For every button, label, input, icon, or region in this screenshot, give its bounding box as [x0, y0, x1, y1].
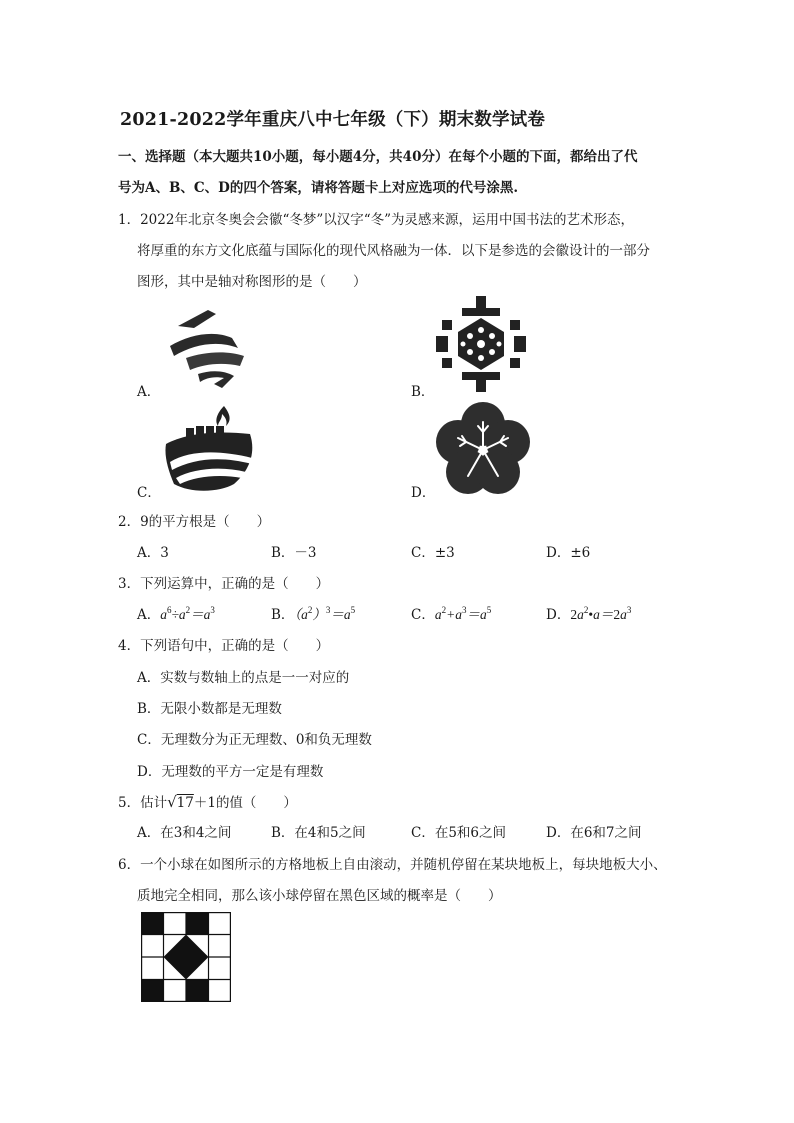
q5-option-d: D．在6和7之间: [546, 825, 642, 841]
q5-stem: 5．估计√17＋1的值（ ）: [118, 793, 297, 811]
q6-stem-line1: 6．一个小球在如图所示的方格地板上自由滚动，并随机停留在某块地板上，每块地板大小、: [118, 857, 667, 873]
section-header-line2: 号为A、B、C、D的四个答案，请将答题卡上对应选项的代号涂黑.: [118, 180, 519, 196]
q3-option-d: D．$2a^2•a=2a^3$: [546, 605, 632, 623]
q5-option-b: B．在4和5之间: [271, 825, 366, 841]
q5-option-a: A．在3和4之间: [137, 825, 232, 841]
q1-option-d-plum-blossom-icon: [436, 402, 530, 496]
q5-option-c: C．在5和6之间: [411, 825, 507, 841]
q4-option-a: A．实数与数轴上的点是一一对应的: [137, 670, 350, 686]
q1-option-a-label: A．: [137, 384, 161, 400]
q5-radicand: 17: [176, 795, 194, 811]
q1-stem-line2: 将厚重的东方文化底蕴与国际化的现代风格融为一体．以下是参选的会徽设计的一部分: [137, 243, 650, 259]
q1-stem-line1: 1．2022年北京冬奥会会徽“冬梦”以汉字“冬”为灵感来源，运用中国书法的艺术形态，: [118, 212, 635, 228]
q1-option-d-label: D．: [411, 485, 436, 501]
q3-option-b: B．$(a^2)^3=a^5$: [271, 605, 356, 623]
q3-option-c: C．$a^2+a^3=a^5$: [411, 605, 492, 623]
q4-stem: 4．下列语句中，正确的是（ ）: [118, 638, 330, 654]
q1-option-b-label: B．: [411, 384, 435, 400]
q1-option-c-label: C．: [137, 485, 161, 501]
q1-option-a-emblem-icon: [160, 304, 252, 392]
q2-option-c: C．±3: [411, 545, 455, 561]
q2-option-b: B．－3: [271, 545, 317, 561]
q1-stem-line3: 图形，其中是轴对称图形的是（ ）: [137, 274, 367, 290]
q1-option-c-emblem-icon: [160, 404, 260, 494]
q2-stem: 2．9的平方根是（ ）: [118, 514, 271, 530]
q6-floor-grid-figure: [141, 912, 231, 1002]
q6-stem-line2: 质地完全相同，那么该小球停留在黑色区域的概率是（ ）: [137, 888, 502, 904]
q3-option-a: A．$a^6\div a^2=a^3$: [137, 605, 215, 623]
q2-option-a: A．3: [137, 545, 169, 561]
q4-option-b: B．无限小数都是无理数: [137, 701, 282, 717]
page-title: 2021-2022学年重庆八中七年级（下）期末数学试卷: [120, 110, 546, 130]
q2-option-d: D．±6: [546, 545, 591, 561]
q4-option-d: D．无理数的平方一定是有理数: [137, 764, 324, 780]
section-header-line1: 一、选择题（本大题共10小题，每小题4分，共40分）在每个小题的下面，都给出了代: [118, 149, 638, 165]
q4-option-c: C．无理数分为正无理数、0和负无理数: [137, 732, 372, 748]
q1-option-b-snowflake-icon: [436, 296, 526, 392]
q3-stem: 3．下列运算中，正确的是（ ）: [118, 576, 330, 592]
